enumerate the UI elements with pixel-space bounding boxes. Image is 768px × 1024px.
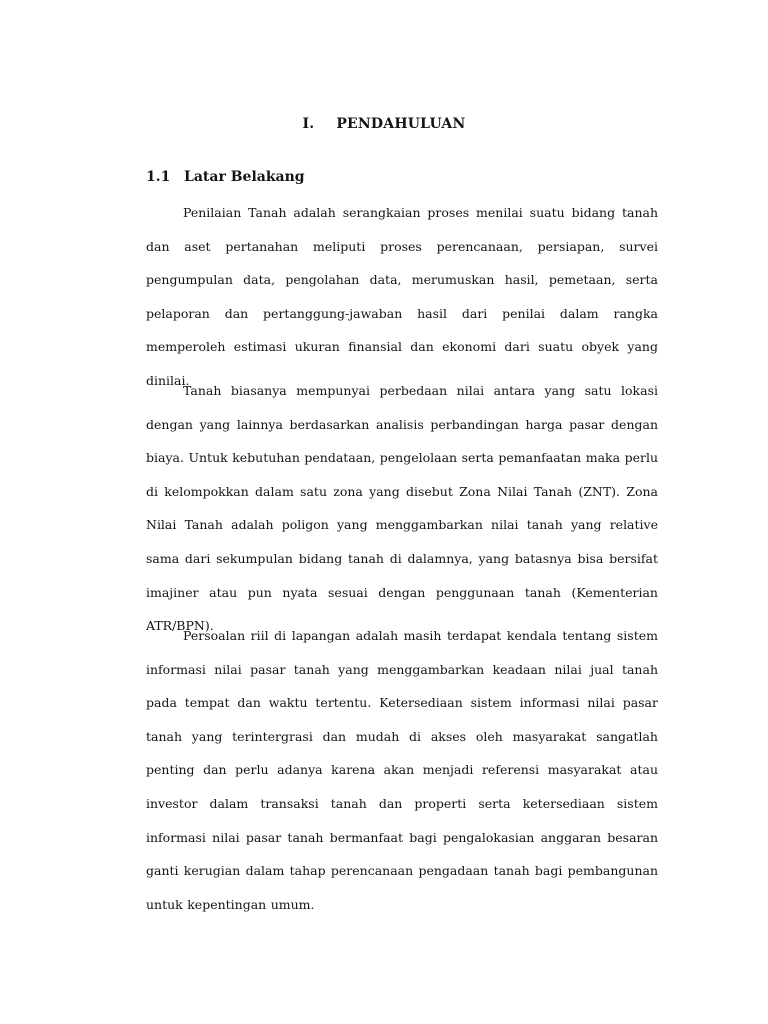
paragraph-1: Penilaian Tanah adalah serangkaian proses menilai suatu bidang tanah dan aset pertanahan meliputi proses perencanaan, persiapan, survei pengumpulan data, pengolahan data, merumuskan hasil, pemetaan, serta pelaporan dan pertanggung-jawaban hasil dari penilai dalam rangka memperoleh estimasi ukuran finansial dan ekonomi dari suatu obyek yang dinilai.	[146, 205, 658, 388]
chapter-title-text: PENDAHULUAN	[336, 116, 466, 132]
section-heading	[146, 169, 305, 185]
paragraph-2: Tanah biasanya mempunyai perbedaan nilai antara yang satu lokasi dengan yang lainnya berdasarkan analisis perbandingan harga pasar dengan biaya. Untuk kebutuhan pendataan, pengelolaan serta pemanfaatan maka perlu di kelompokkan dalam satu zona yang disebut Zona Nilai Tanah (ZNT). Zona Nilai Tanah adalah poligon yang menggambarkan nilai tanah yang relative sama dari sekumpulan bidang tanah di dalamnya, yang batasnya bisa bersifat imajiner atau pun nyata sesuai dengan penggunaan tanah (Kementerian ATR/BPN).	[146, 383, 658, 634]
section-title-text: Latar Belakang	[184, 169, 305, 185]
paragraph-3: Persoalan riil di lapangan adalah masih terdapat kendala tentang sistem informasi nilai pasar tanah yang menggambarkan keadaan nilai jual tanah pada tempat dan waktu tertentu. Ketersediaan sistem informasi nilai pasar tanah yang terintergrasi dan mudah di akses oleh masyarakat sangatlah penting dan perlu adanya karena akan menjadi referensi masyarakat atau investor dalam transaksi tanah dan properti serta ketersediaan sistem informasi nilai pasar tanah bermanfaat bagi pengalokasian anggaran besaran ganti kerugian dalam tahap perencanaan pengadaan tanah bagi pembangunan untuk kepentingan umum.	[146, 628, 658, 912]
chapter-title	[0, 116, 768, 132]
section-number: 1.1	[146, 169, 171, 185]
chapter-number: I.	[302, 116, 315, 132]
